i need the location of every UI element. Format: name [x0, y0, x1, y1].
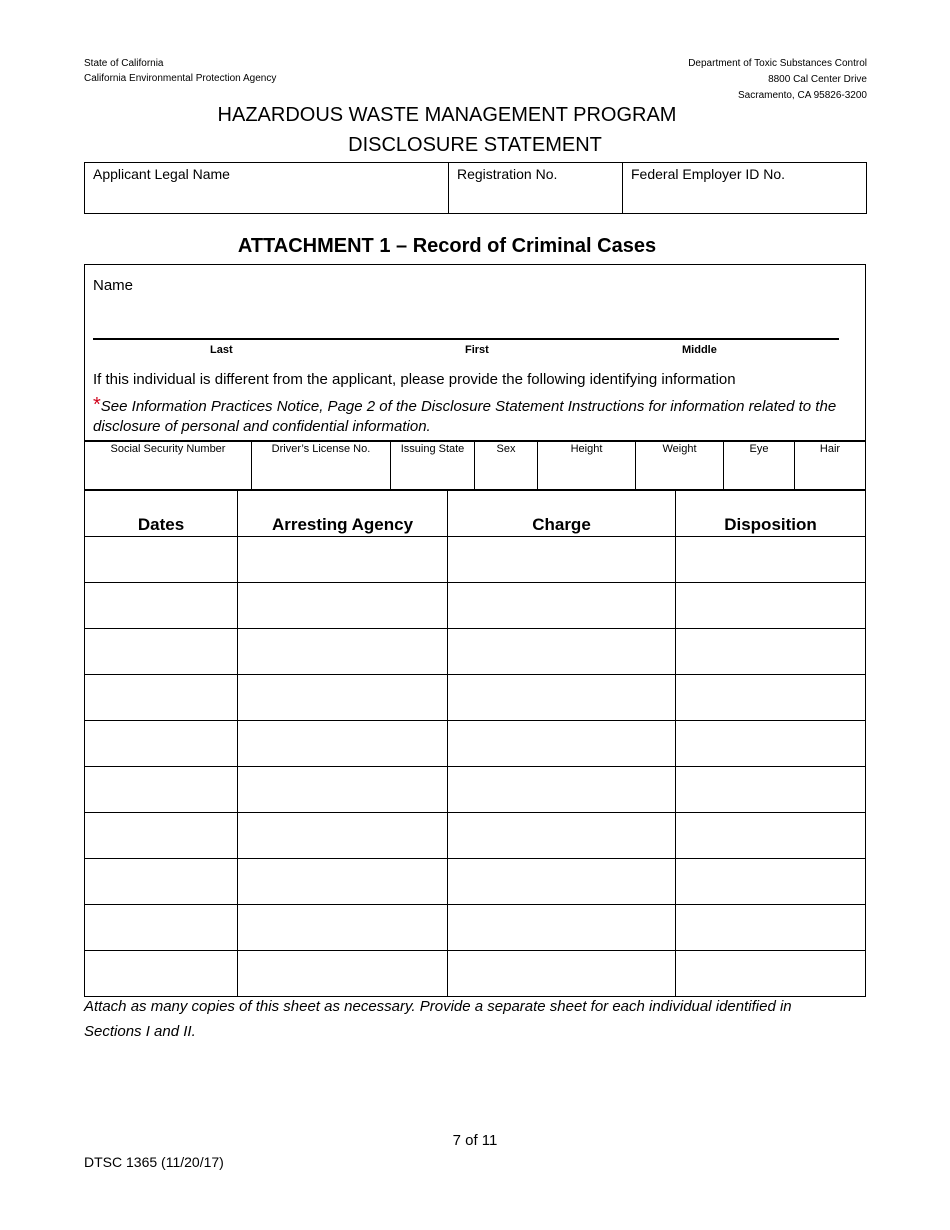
charge-cell[interactable] — [448, 859, 676, 905]
disposition-header: Disposition — [676, 490, 866, 537]
attachment-title: ATTACHMENT 1 – Record of Criminal Cases — [237, 235, 657, 257]
arresting-agency-cell[interactable] — [238, 859, 448, 905]
arresting-agency-cell[interactable] — [238, 675, 448, 721]
agency-label: California Environmental Protection Agency — [84, 73, 277, 84]
statement-title: DISCLOSURE STATEMENT — [348, 134, 602, 156]
table-row — [85, 721, 866, 767]
city-address: Sacramento, CA 95826-3200 — [738, 90, 867, 101]
charge-cell[interactable] — [448, 721, 676, 767]
disposition-cell[interactable] — [676, 859, 866, 905]
department-name: Department of Toxic Substances Control — [688, 58, 867, 69]
charge-cell[interactable] — [448, 537, 676, 583]
disposition-cell[interactable] — [676, 675, 866, 721]
arresting-agency-cell[interactable] — [238, 629, 448, 675]
charge-cell[interactable] — [448, 951, 676, 997]
table-row — [85, 629, 866, 675]
street-address: 8800 Cal Center Drive — [768, 74, 867, 85]
name-entry-line[interactable] — [93, 338, 839, 340]
height-label: Height — [570, 443, 603, 455]
applicant-legal-name-field[interactable] — [85, 163, 449, 214]
footer-note: Attach as many copies of this sheet as necessary. Provide a separate sheet for each individual identified in Sections I and II. — [84, 998, 792, 1040]
last-name-label: Last — [210, 344, 233, 356]
dates-cell[interactable] — [85, 905, 238, 951]
applicant-legal-name-label: Applicant Legal Name — [93, 166, 230, 182]
dates-cell[interactable] — [85, 675, 238, 721]
program-title: HAZARDOUS WASTE MANAGEMENT PROGRAM — [217, 104, 677, 126]
disposition-cell[interactable] — [676, 583, 866, 629]
arresting-agency-cell[interactable] — [238, 583, 448, 629]
arresting-agency-cell[interactable] — [238, 537, 448, 583]
arresting-agency-cell[interactable] — [238, 767, 448, 813]
arresting-agency-header: Arresting Agency — [238, 490, 448, 537]
arresting-agency-cell[interactable] — [238, 721, 448, 767]
dates-cell[interactable] — [85, 583, 238, 629]
required-asterisk: * — [93, 394, 101, 416]
fein-label: Federal Employer ID No. — [631, 166, 786, 182]
arresting-agency-cell[interactable] — [238, 905, 448, 951]
arresting-agency-cell[interactable] — [238, 951, 448, 997]
issuing-state-label: Issuing State — [400, 443, 465, 455]
sex-label: Sex — [496, 443, 516, 455]
name-label: Name — [93, 277, 134, 294]
page-number: 7 of 11 — [452, 1132, 498, 1149]
criminal-cases-table — [84, 489, 866, 997]
disposition-cell[interactable] — [676, 767, 866, 813]
disposition-cell[interactable] — [676, 537, 866, 583]
registration-no-label: Registration No. — [457, 166, 558, 182]
charge-cell[interactable] — [448, 583, 676, 629]
issuing-state-field[interactable] — [391, 441, 475, 491]
applicant-info-table — [84, 162, 867, 214]
person-identification-box — [84, 264, 866, 442]
charge-cell[interactable] — [448, 629, 676, 675]
different-individual-text: If this individual is different from the applicant, please provide the following identifying information — [93, 371, 736, 388]
dates-cell[interactable] — [85, 629, 238, 675]
table-row — [85, 583, 866, 629]
charge-cell[interactable] — [448, 813, 676, 859]
ssn-field[interactable] — [85, 441, 252, 491]
agency-header — [84, 56, 276, 86]
dates-cell[interactable] — [85, 813, 238, 859]
state-label: State of California — [84, 58, 164, 69]
department-address — [688, 56, 867, 104]
charge-cell[interactable] — [448, 675, 676, 721]
table-row — [85, 951, 866, 997]
eye-field[interactable] — [724, 441, 795, 491]
table-row — [85, 859, 866, 905]
dates-cell[interactable] — [85, 767, 238, 813]
form-id: DTSC 1365 (11/20/17) — [84, 1154, 224, 1170]
charge-header: Charge — [448, 490, 676, 537]
disposition-cell[interactable] — [676, 721, 866, 767]
dates-header: Dates — [85, 490, 238, 537]
cases-body — [85, 537, 866, 997]
height-field[interactable] — [538, 441, 636, 491]
first-name-label: First — [465, 344, 489, 356]
sex-field[interactable] — [475, 441, 538, 491]
dates-cell[interactable] — [85, 951, 238, 997]
drivers-license-field[interactable] — [252, 441, 391, 491]
arresting-agency-cell[interactable] — [238, 813, 448, 859]
disposition-cell[interactable] — [676, 813, 866, 859]
privacy-notice-text: See Information Practices Notice, Page 2 of the Disclosure Statement Instructions for information related to the disclosure of personal and confidential information. — [93, 398, 837, 435]
table-row — [85, 675, 866, 721]
table-row — [85, 905, 866, 951]
charge-cell[interactable] — [448, 767, 676, 813]
middle-name-label: Middle — [682, 344, 717, 356]
identifying-info-table — [84, 440, 866, 491]
fein-field[interactable] — [623, 163, 867, 214]
hair-field[interactable] — [795, 441, 866, 491]
weight-label: Weight — [662, 443, 697, 455]
ssn-label: Social Security Number — [110, 443, 226, 455]
drivers-license-label: Driver’s License No. — [271, 443, 371, 455]
table-row — [85, 767, 866, 813]
table-row — [85, 813, 866, 859]
dates-cell[interactable] — [85, 537, 238, 583]
registration-no-field[interactable] — [449, 163, 623, 214]
dates-cell[interactable] — [85, 859, 238, 905]
weight-field[interactable] — [636, 441, 724, 491]
disposition-cell[interactable] — [676, 951, 866, 997]
disposition-cell[interactable] — [676, 905, 866, 951]
eye-label: Eye — [749, 443, 769, 455]
table-row — [85, 537, 866, 583]
dates-cell[interactable] — [85, 721, 238, 767]
hair-label: Hair — [819, 443, 841, 455]
privacy-notice — [93, 395, 853, 437]
charge-cell[interactable] — [448, 905, 676, 951]
disposition-cell[interactable] — [676, 629, 866, 675]
